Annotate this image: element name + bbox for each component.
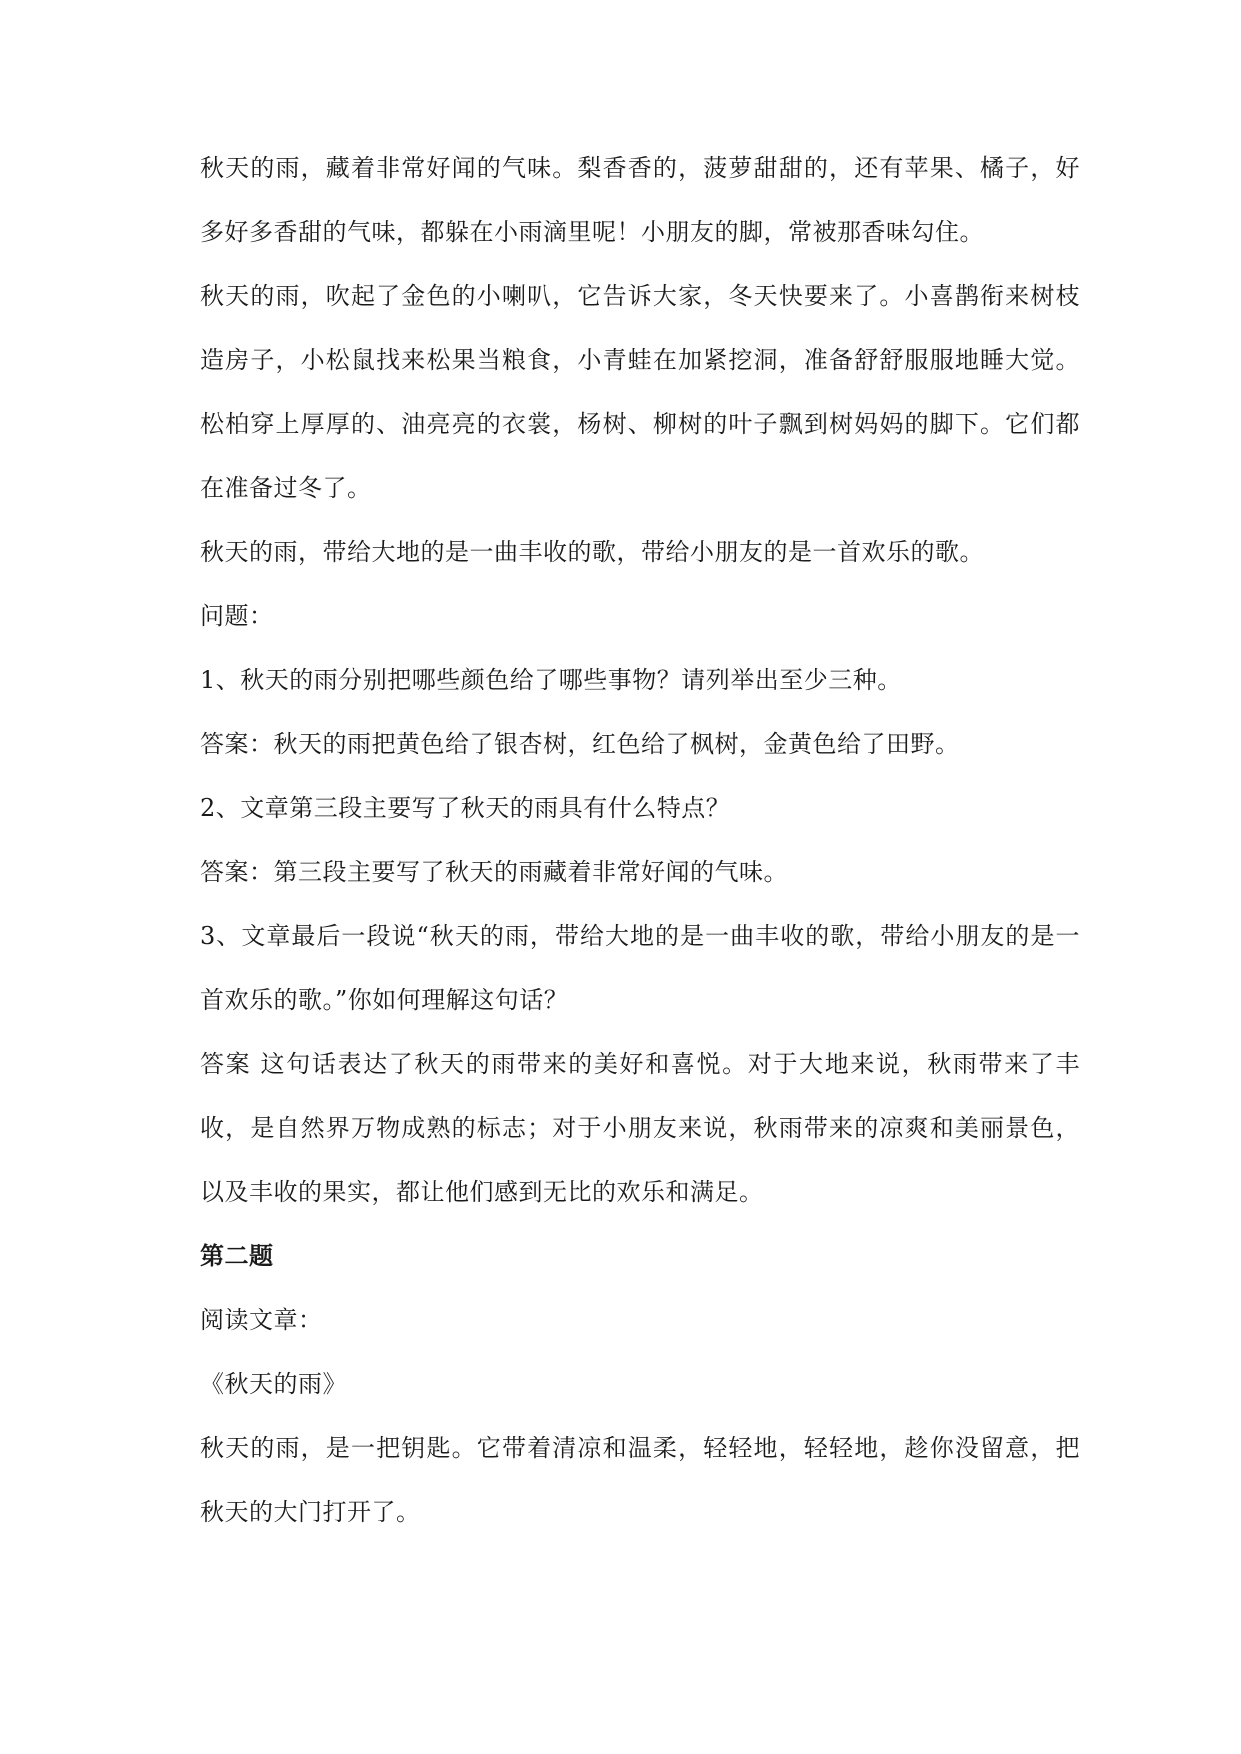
answer-1: 答案：秋天的雨把黄色给了银杏树，红色给了枫树，金黄色给了田野。 (200, 730, 960, 758)
answer-2: 答案：第三段主要写了秋天的雨藏着非常好闻的气味。 (200, 858, 788, 886)
section-2-heading: 第二题 (200, 1242, 274, 1270)
document-body (200, 136, 1080, 1544)
paragraph-harvest-song: 秋天的雨，带给大地的是一曲丰收的歌，带给小朋友的是一首欢乐的歌。 (200, 538, 984, 566)
answer-3: 答案 这句话表达了秋天的雨带来的美好和喜悦。对于大地来说，秋雨带来了丰收，是自然界万物成熟的标志；对于小朋友来说，秋雨带来的凉爽和美丽景色，以及丰收的果实，都让他们感到无比的欢乐和满足。 (200, 1050, 1080, 1206)
paragraph-trumpet: 秋天的雨，吹起了金色的小喇叭，它告诉大家，冬天快要来了。小喜鹊衔来树枝造房子，小松鼠找来松果当粮食，小青蛙在加紧挖洞，准备舒舒服服地睡大觉。松柏穿上厚厚的、油亮亮的衣裳，杨树、柳树的叶子飘到树妈妈的脚下。它们都在准备过冬了。 (200, 282, 1080, 502)
question-3: 3、文章最后一段说“秋天的雨，带给大地的是一曲丰收的歌，带给小朋友的是一首欢乐的歌。”你如何理解这句话？ (200, 922, 1080, 1014)
read-article-label: 阅读文章： (200, 1306, 323, 1334)
question-1: 1、秋天的雨分别把哪些颜色给了哪些事物？请列举出至少三种。 (200, 666, 902, 694)
article-title: 《秋天的雨》 (200, 1370, 347, 1398)
questions-label: 问题： (200, 602, 274, 630)
article-paragraph: 秋天的雨，是一把钥匙。它带着清凉和温柔，轻轻地，轻轻地，趁你没留意，把秋天的大门打开了。 (200, 1434, 1080, 1526)
question-2: 2、文章第三段主要写了秋天的雨具有什么特点？ (200, 794, 731, 822)
paragraph-fragrance: 秋天的雨，藏着非常好闻的气味。梨香香的，菠萝甜甜的，还有苹果、橘子，好多好多香甜的气味，都躲在小雨滴里呢！小朋友的脚，常被那香味勾住。 (200, 154, 1080, 246)
